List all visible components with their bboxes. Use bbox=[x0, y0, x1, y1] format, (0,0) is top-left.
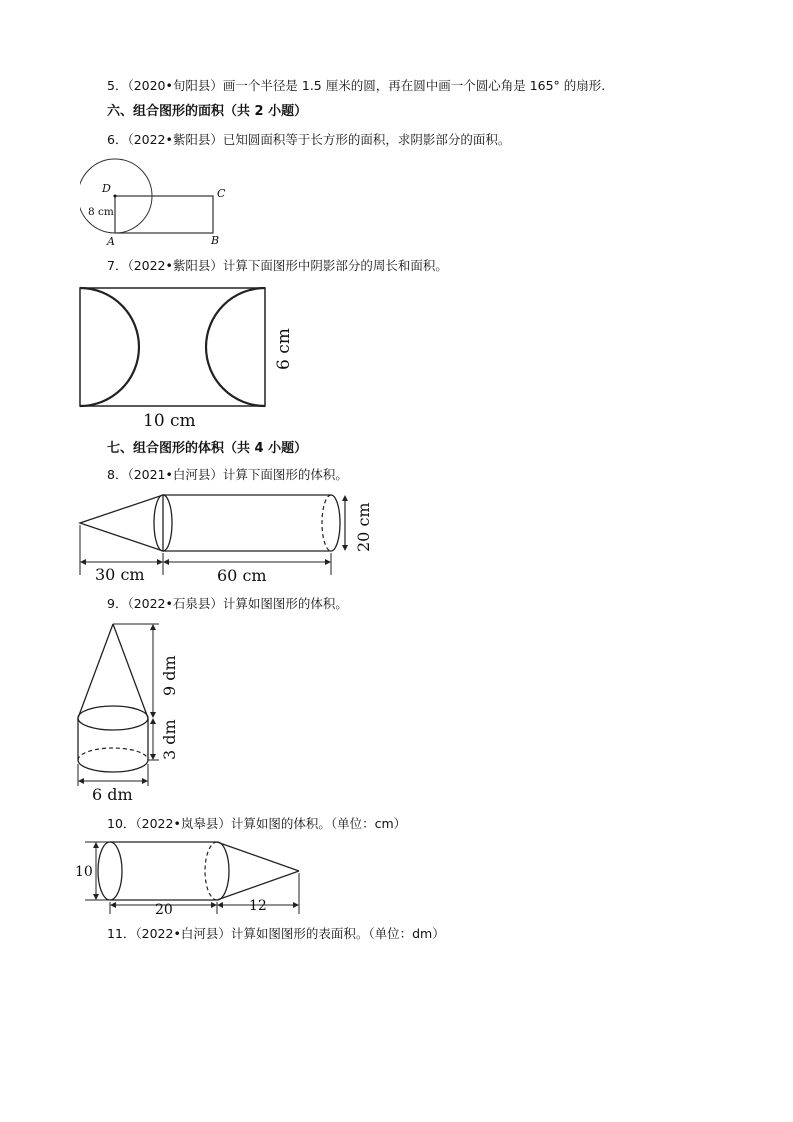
label-D: D bbox=[102, 182, 111, 195]
arrowhead bbox=[150, 718, 156, 724]
cone-right-edge bbox=[113, 624, 148, 718]
figure-6-circle-rectangle bbox=[80, 152, 240, 252]
arrowhead bbox=[211, 902, 217, 908]
outer-rectangle bbox=[80, 288, 265, 406]
cylinder-end-back bbox=[322, 495, 331, 551]
arrowhead bbox=[93, 894, 99, 900]
label-A: A bbox=[107, 235, 115, 248]
cone-length-label: 12 bbox=[249, 898, 267, 914]
arrowhead bbox=[142, 778, 148, 784]
arrowhead bbox=[293, 902, 299, 908]
section-6-heading: 六、组合图形的面积（共 2 小题） bbox=[107, 104, 308, 119]
right-semicircle bbox=[206, 288, 265, 406]
arrowhead bbox=[150, 712, 156, 718]
label-B: B bbox=[211, 234, 220, 247]
diameter-label: 6 dm bbox=[92, 785, 133, 804]
cone-left-edge bbox=[78, 624, 113, 718]
height-label: 6 cm bbox=[274, 328, 294, 370]
cylinder-length-label: 60 cm bbox=[217, 566, 267, 585]
rectangle bbox=[115, 196, 213, 233]
arrowhead bbox=[163, 559, 169, 565]
arrowhead bbox=[217, 902, 223, 908]
question-8: 8．（2021•白河县）计算下面图形的体积。 bbox=[107, 467, 348, 482]
center-dot bbox=[114, 195, 117, 198]
diameter-label: 10 bbox=[75, 864, 93, 880]
cylinder-end-front bbox=[331, 495, 340, 551]
cone-height-label: 9 dm bbox=[160, 655, 179, 696]
cylinder-left-end bbox=[98, 842, 122, 900]
arrowhead bbox=[110, 902, 116, 908]
question-5: 5．（2020•旬阳县）画一个半径是 1.5 厘米的圆，再在圆中画一个圆心角是 165° 的扇形. bbox=[107, 78, 606, 93]
question-10: 10．（2022•岚皋县）计算如图的体积。（单位：cm） bbox=[107, 816, 407, 831]
arrowhead bbox=[342, 545, 348, 551]
cone-length-label: 30 cm bbox=[95, 565, 145, 584]
question-7: 7．（2022•紫阳县）计算下面图形中阴影部分的周长和面积。 bbox=[107, 258, 448, 273]
arrowhead bbox=[150, 754, 156, 760]
cylinder-length-label: 20 bbox=[155, 902, 173, 918]
cone bbox=[80, 495, 163, 551]
question-11: 11．（2022•白河县）计算如图图形的表面积。（单位：dm） bbox=[107, 926, 445, 941]
diameter-label: 20 cm bbox=[354, 502, 373, 552]
width-label: 10 cm bbox=[143, 411, 196, 431]
radius-label: 8 cm bbox=[88, 206, 114, 218]
arrowhead bbox=[80, 559, 86, 565]
arrowhead bbox=[78, 778, 84, 784]
figure-8-cone-cylinder bbox=[75, 490, 380, 590]
cylinder-top bbox=[78, 706, 148, 730]
question-9: 9．（2022•石泉县）计算如图图形的体积。 bbox=[107, 596, 348, 611]
arrowhead bbox=[342, 495, 348, 501]
left-semicircle bbox=[80, 288, 139, 406]
arrowhead bbox=[325, 559, 331, 565]
figure-7-rectangle-semicircles bbox=[75, 282, 305, 432]
cylinder-bottom-back bbox=[78, 748, 148, 760]
label-C: C bbox=[217, 187, 226, 200]
figure-10-cylinder-cone bbox=[75, 838, 310, 918]
figure-9-cone-on-cylinder bbox=[75, 618, 185, 808]
question-6: 6．（2022•紫阳县）已知圆面积等于长方形的面积，求阴影部分的面积。 bbox=[107, 132, 511, 147]
section-7-heading: 七、组合图形的体积（共 4 小题） bbox=[107, 441, 308, 456]
cylinder-height-label: 3 dm bbox=[160, 719, 179, 760]
cylinder-bottom-front bbox=[78, 760, 148, 772]
cylinder-right-front bbox=[217, 842, 229, 900]
arrowhead bbox=[150, 624, 156, 630]
arrowhead bbox=[157, 559, 163, 565]
cylinder-right-back bbox=[205, 842, 217, 900]
arrowhead bbox=[93, 842, 99, 848]
